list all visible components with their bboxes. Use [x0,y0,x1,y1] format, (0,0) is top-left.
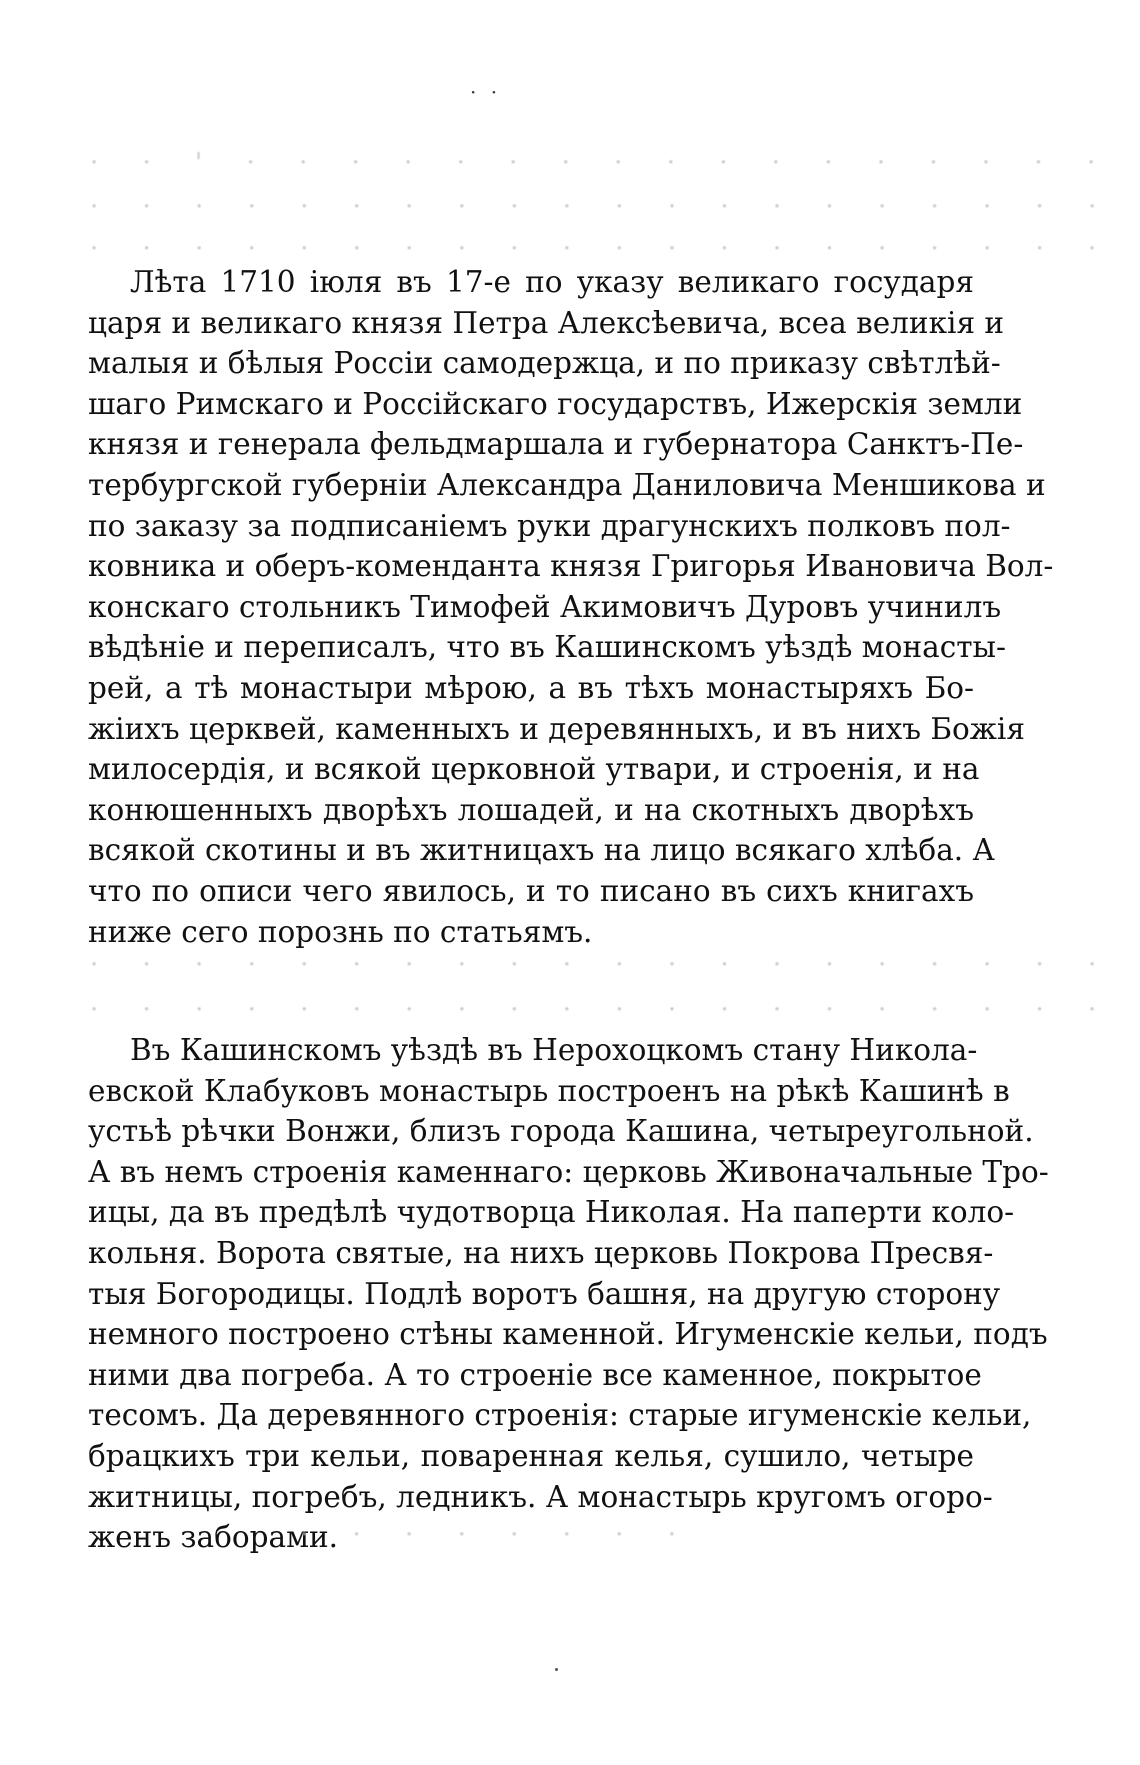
text-line: по заказу за подписаніемъ руки драгунскихъ полковъ пол- [88,508,1011,543]
paragraph-2 [88,1030,1049,1558]
bleed-through-noise: · · · · · · · · · · · · · · · · · · · · [90,234,1115,264]
text-line: конскаго стольникъ Тимофей Акимовичъ Дуровъ учинилъ [88,589,1002,624]
text-line: малыя и бѣлыя Россіи самодержца, и по приказу свѣтлѣй- [88,346,1001,381]
text-line: шаго Римскаго и Россійскаго государствъ, Ижерскія земли [88,386,1023,421]
text-line: тербургской губерніи Александра Даниловича Меншикова и [88,467,1046,502]
text-line: милосердія, и всякой церковной утвари, и строенія, и на [88,752,980,787]
text-line: Въ Кашинскомъ уѣздѣ въ Нерохоцкомъ стану Николa- [130,1033,978,1067]
bleed-through-noise: · · · · · · · · · · · · · · · · · · · · [90,192,1115,222]
text-line: устьѣ рѣчки Вонжи, близъ города Кашина, четыреугольной. [88,1114,1034,1149]
text-line: женъ заборами. [88,1520,339,1555]
text-line: ними два погреба. А то строеніе все каменное, покрытое [88,1357,982,1392]
bleed-through-noise: · · · · · · · · [300,1520,694,1550]
text-line: кольня. Ворота святые, на нихъ церковь Покрова Пресвя- [88,1235,994,1270]
bleed-through-noise: · · ' · · · · · · · · · · · · · · · · · [90,148,1114,178]
speck [555,1668,558,1671]
text-line: конюшенныхъ дворѣхъ лошадей, и на скотныхъ дворѣхъ [88,792,974,827]
text-line: немного построено стѣны каменной. Игуменскіе кельи, подъ [88,1317,1048,1352]
text-line: житницы, погребъ, ледникъ. А монастырь кругомъ огоро- [88,1479,993,1514]
text-line: евской Клабуковъ монастырь построенъ на рѣкѣ Кашинѣ в [88,1073,1010,1108]
page-mark: · · [470,80,502,104]
text-line: что по описи чего явилось, и то писано въ сихъ книгахъ [88,873,974,908]
text-line: А въ немъ строенія каменнаго: церковь Живоначальные Тро- [88,1154,1049,1189]
text-line: рей, а тѣ монастыри мѣрою, а въ тѣхъ монастыряхъ Бо- [88,670,974,705]
text-line: ковника и оберъ-коменданта князя Григорья Ивановича Вол- [88,549,1054,584]
text-line: тесомъ. Да деревянного строенія: старые игуменскіе кельи, [88,1398,1032,1433]
text-line: вѣдѣніе и переписалъ, что въ Кашинскомъ уѣздѣ монасты- [88,630,1006,665]
text-line: ниже сего порознь по статьямъ. [88,914,593,949]
text-line: князя и генерала фельдмаршала и губернатора Санктъ-Пе- [88,427,1024,462]
text-line: всякой скотины и въ житницахъ на лицо всякаго хлѣба. А [88,833,995,868]
bleed-through-noise: · · · · · · · · · · · · · · · · · · · · [90,995,1115,1025]
text-line: царя и великаго князя Петра Алексѣевича, всеа великія и [88,305,1005,340]
text-line: Лѣта 1710 іюля въ 17-е по указу великаго государя [130,265,974,299]
text-line: жіихъ церквей, каменныхъ и деревянныхъ, и въ нихъ Божія [88,711,1025,746]
text-line: брацкихъ три кельи, поваренная келья, сушило, четыре [88,1438,974,1473]
paragraph-1 [88,262,1054,952]
text-line: тыя Богородицы. Подлѣ воротъ башня, на другую сторону [88,1276,1001,1311]
bleed-through-noise: · · · · · · · · · · · · · · · · · · · · [90,950,1115,980]
text-line: ицы, да въ предѣлѣ чудотворца Николая. На паперти коло- [88,1195,1015,1230]
